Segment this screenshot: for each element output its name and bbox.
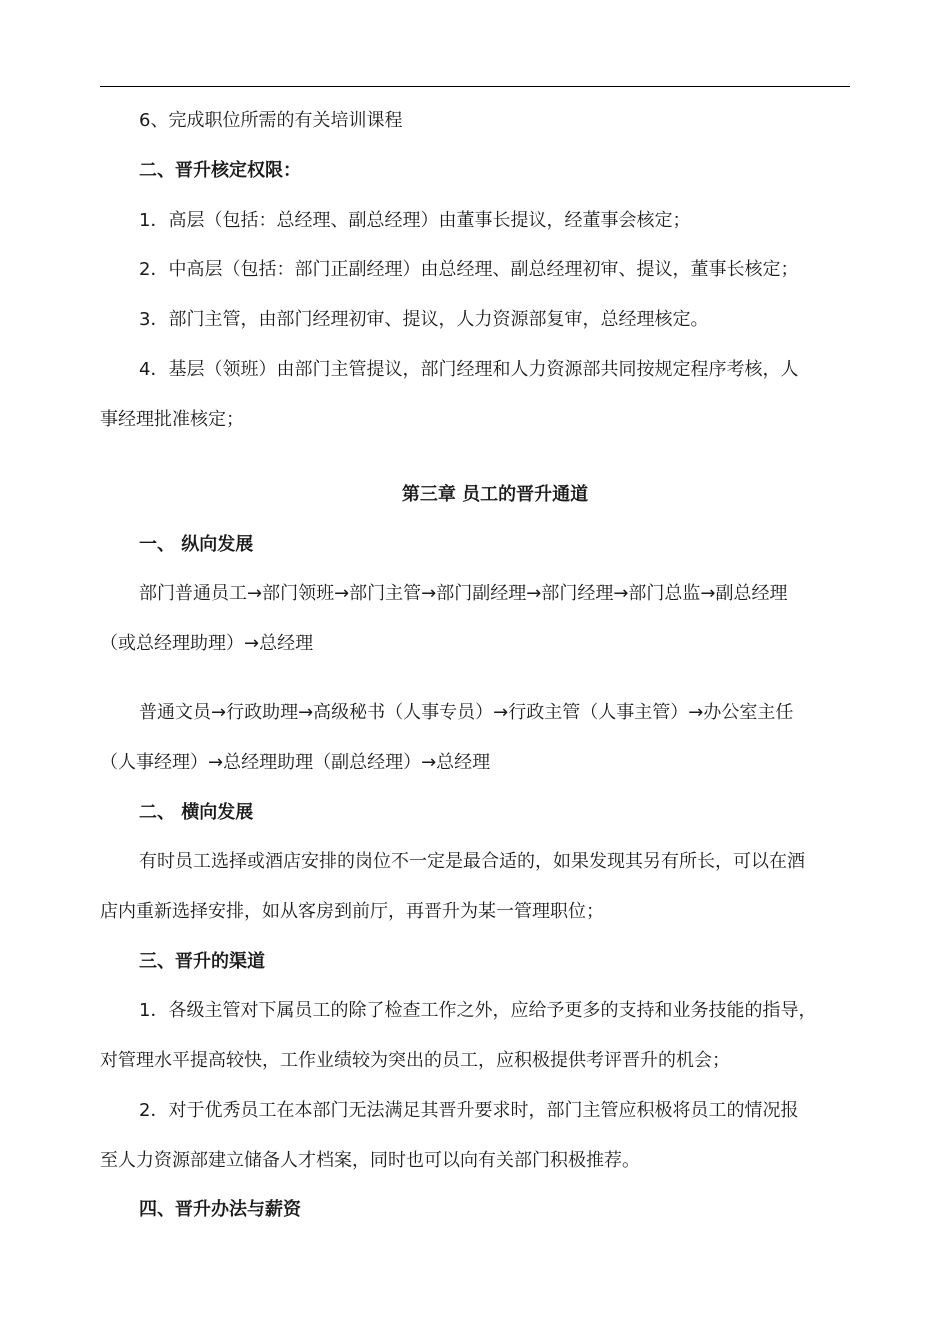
list-item-mid-senior-level: 2．中高层（包括：部门正副经理）由总经理、副总经理初审、提议，董事长核定； [139, 259, 799, 280]
paragraph-vertical-path-2-cont: （人事经理）→总经理助理（副总经理）→总经理 [100, 752, 491, 773]
list-item-talent-reserve-cont: 至人力资源部建立储备人才档案，同时也可以向有关部门积极推荐。 [100, 1150, 640, 1171]
paragraph-vertical-path-1-cont: （或总经理助理）→总经理 [100, 633, 314, 654]
list-item-talent-reserve: 2．对于优秀员工在本部门无法满足其晋升要求时，部门主管应积极将员工的情况报 [139, 1100, 799, 1121]
list-item-grassroots-level-cont: 事经理批准核定； [100, 409, 244, 430]
chapter-title: 第三章 员工的晋升通道 [401, 484, 589, 505]
list-item-supervisor-guidance: 1．各级主管对下属员工的除了检查工作之外，应给予更多的支持和业务技能的指导， [139, 1000, 817, 1021]
list-item-senior-level: 1．高层（包括：总经理、副总经理）由董事长提议，经董事会核定； [139, 210, 691, 231]
list-item-department-supervisor: 3．部门主管，由部门经理初审、提议，人力资源部复审，总经理核定。 [139, 309, 709, 330]
list-item-grassroots-level: 4．基层（领班）由部门主管提议，部门经理和人力资源部共同按规定程序考核，人 [139, 359, 799, 380]
header-divider [100, 86, 850, 87]
paragraph-vertical-path-1: 部门普通员工→部门领班→部门主管→部门副经理→部门经理→部门总监→副总经理 [139, 583, 788, 604]
section-heading-methods-salary: 四、晋升办法与薪资 [139, 1199, 301, 1220]
paragraph-horizontal-cont: 店内重新选择安排，如从客房到前厅，再晋升为某一管理职位； [100, 901, 604, 922]
section-heading-horizontal: 二、 横向发展 [139, 802, 254, 823]
section-heading-vertical: 一、 纵向发展 [139, 534, 254, 555]
section-heading-channels: 三、晋升的渠道 [139, 951, 265, 972]
list-item-supervisor-guidance-cont: 对管理水平提高较快，工作业绩较为突出的员工，应积极提供考评晋升的机会； [100, 1050, 730, 1071]
paragraph-vertical-path-2: 普通文员→行政助理→高级秘书（人事专员）→行政主管（人事主管）→办公室主任 [139, 702, 794, 723]
paragraph-horizontal: 有时员工选择或酒店安排的岗位不一定是最合适的，如果发现其另有所长，可以在酒 [139, 851, 805, 872]
section-heading-approval-authority: 二、晋升核定权限： [139, 160, 301, 181]
list-item-training: 6、完成职位所需的有关培训课程 [139, 110, 403, 131]
